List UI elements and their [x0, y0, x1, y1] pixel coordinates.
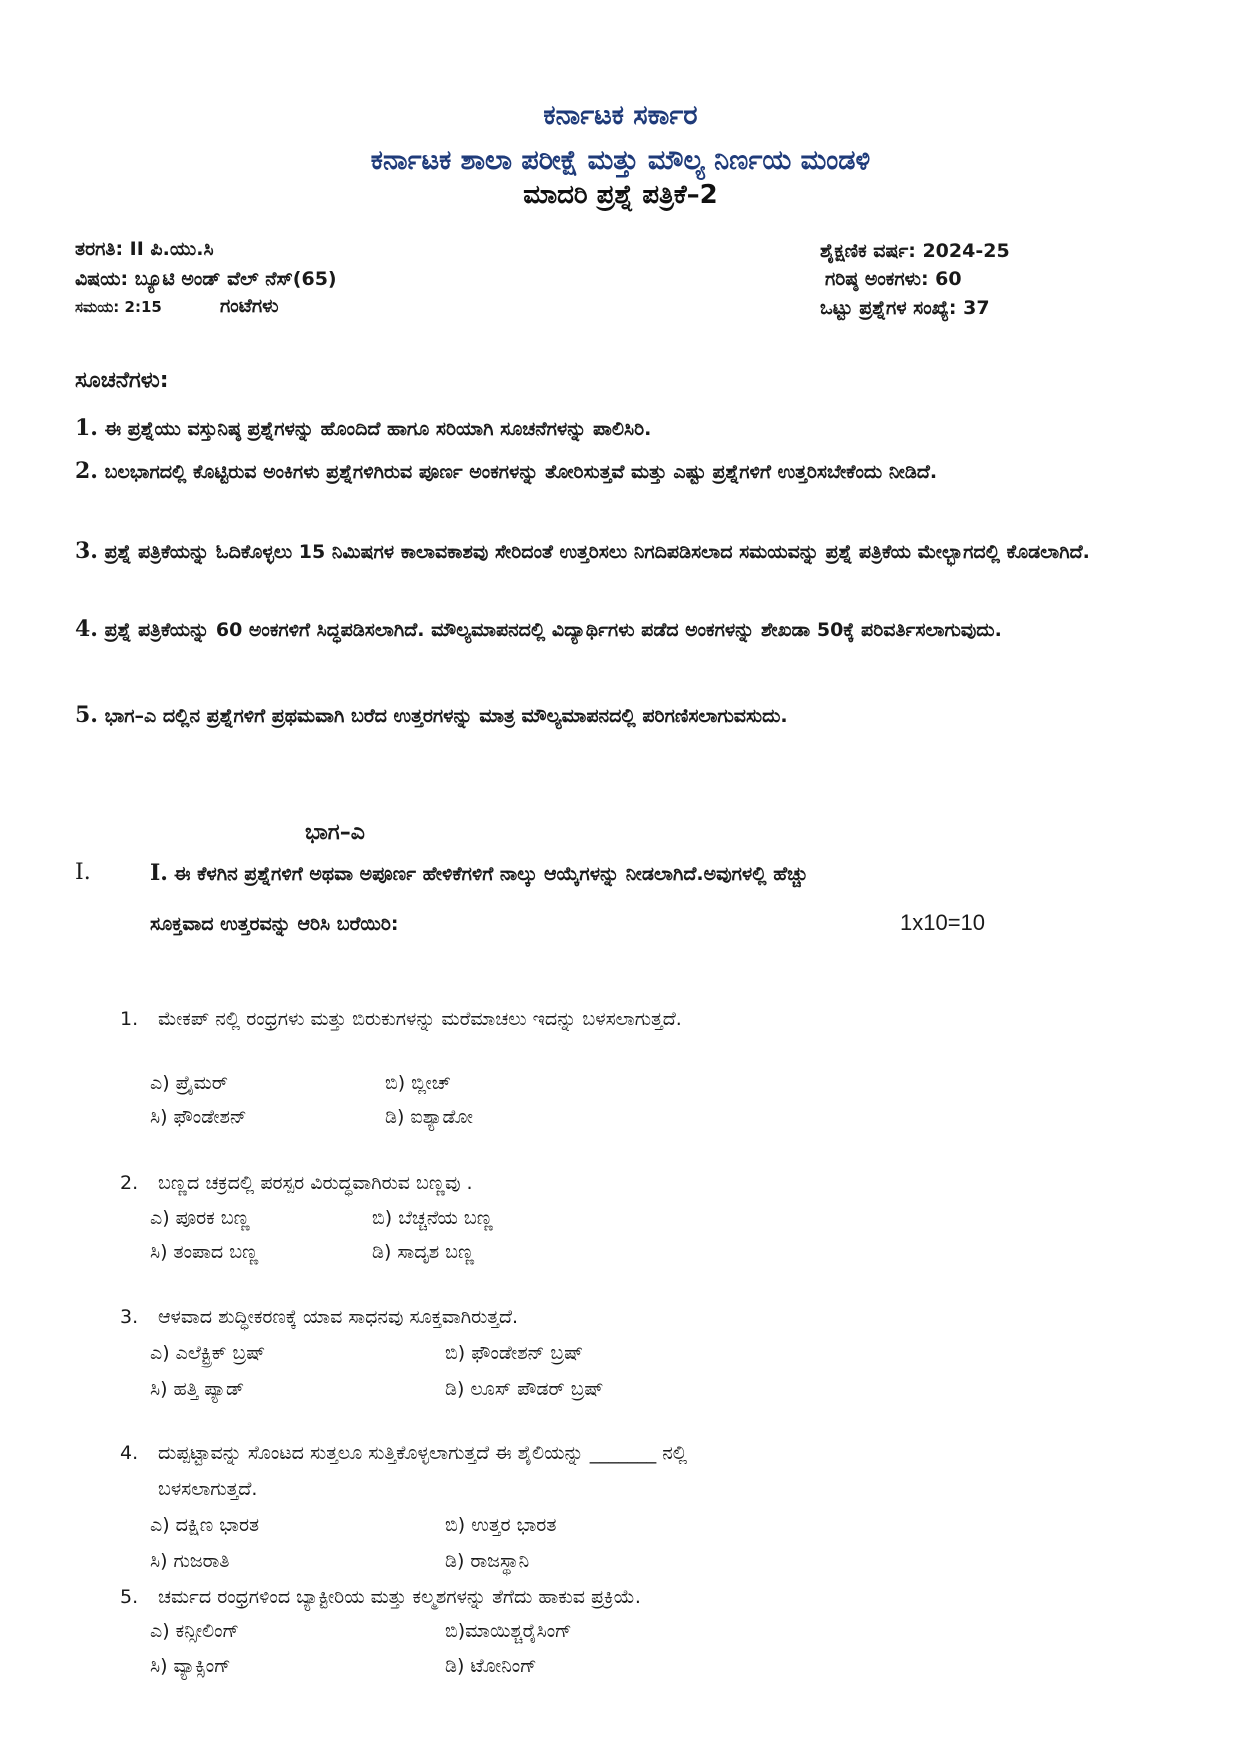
time-label: ಸಮಯ: 2:15: [75, 298, 162, 316]
option-a: ಎ) ಕನ್ಸೀಲಿಂಗ್: [150, 1620, 240, 1642]
option-a: ಎ) ಪೂರಕ ಬಣ್ಣ: [150, 1207, 250, 1229]
instruction-text: ಈ ಪ್ರಶ್ನೆಯು ವಸ್ತುನಿಷ್ಠ ಪ್ರಶ್ನೆಗಳನ್ನು ಹೊಂದಿದೆ ಹಾಗೂ ಸರಿಯಾಗಿ ಸೂಚನೆಗಳನ್ನು ಪಾಲಿಸಿರಿ.: [104, 418, 652, 440]
instruction-text: ಪ್ರಶ್ನೆ ಪತ್ರಿಕೆಯನ್ನು 60 ಅಂಕಗಳಿಗೆ ಸಿದ್ಧಪಡಿಸಲಾಗಿದೆ. ಮೌಲ್ಯಮಾಪನದಲ್ಲಿ ವಿದ್ಯಾರ್ಥಿಗಳು ಪಡೆದ ಅಂಕಗಳನ್ನು ಶೇಖಡಾ 50ಕ್ಕೆ ಪರಿವರ್ತಿಸಲಾಗುವುದು.: [104, 619, 1002, 641]
option-d: ಡಿ) ಐಶ್ಯಾಡೋ: [385, 1106, 473, 1128]
section-roman: I.: [75, 860, 91, 885]
option-a: ಎ) ದಕ್ಷಿಣ ಭಾರತ: [150, 1514, 260, 1536]
instruction-item: [75, 610, 1145, 649]
option-a: ಎ) ಪ್ರೈಮರ್: [150, 1072, 228, 1094]
part-a-instruction-line2: ಸೂಕ್ತವಾದ ಉತ್ತರವನ್ನು ಆರಿಸಿ ಬರೆಯಿರಿ:: [150, 913, 399, 935]
paper-title: ಮಾದರಿ ಪ್ರಶ್ನೆ ಪತ್ರಿಕೆ–2: [523, 180, 718, 210]
option-c: ಸಿ) ಹತ್ತಿ ಪ್ಯಾಡ್: [150, 1378, 245, 1400]
instruction-number: 4.: [75, 616, 98, 642]
instruction-text: ಪ್ರಶ್ನೆ ಪತ್ರಿಕೆಯನ್ನು ಓದಿಕೊಳ್ಳಲು 15 ನಿಮಿಷಗಳ ಕಾಲಾವಕಾಶವು ಸೇರಿದಂತೆ ಉತ್ತರಿಸಲು ನಿಗದಿಪಡಿಸಲಾದ ಸಮಯವನ್ನು ಪ್ರಶ್ನೆ ಪತ್ರಿಕೆಯ ಮೇಲ್ಭಾಗದಲ್ಲಿ ಕೊಡಲಾಗಿದೆ.: [104, 541, 1090, 563]
option-b: ಬಿ) ಬೆಚ್ಚನೆಯ ಬಣ್ಣ: [372, 1207, 493, 1229]
option-b: ಬಿ) ಫೌಂಡೇಶನ್ ಬ್ರಷ್: [445, 1342, 584, 1364]
hours-label: ಗಂಟೆಗಳು: [220, 295, 279, 317]
question-number: 1.: [120, 1008, 139, 1030]
instruction-item: [75, 696, 1145, 735]
instruction-text: ಭಾಗ–ಎ ದಲ್ಲಿನ ಪ್ರಶ್ನೆಗಳಿಗೆ ಪ್ರಥಮವಾಗಿ ಬರೆದ ಉತ್ತರಗಳನ್ನು ಮಾತ್ರ ಮೌಲ್ಯಮಾಪನದಲ್ಲಿ ಪರಿಗಣಿಸಲಾಗುವಸುದು.: [104, 705, 788, 727]
class-label: ತರಗತಿ: II ಪಿ.ಯು.ಸಿ: [75, 238, 214, 260]
option-c: ಸಿ) ಗುಜರಾತಿ: [150, 1550, 230, 1572]
max-marks: ಗರಿಷ್ಠ ಅಂಕಗಳು: 60: [825, 268, 962, 290]
instructions-heading: ಸೂಚನೆಗಳು:: [75, 368, 169, 393]
question-text: ದುಪ್ಪಟ್ಟಾವನ್ನು ಸೊಂಟದ ಸುತ್ತಲೂ ಸುತ್ತಿಕೊಳ್ಳಲಾಗುತ್ತದೆ ಈ ಶೈಲಿಯನ್ನು _______ ನಲ್ಲಿ: [158, 1442, 688, 1464]
question-text: ಚರ್ಮದ ರಂಧ್ರಗಳಿಂದ ಬ್ಯಾಕ್ಟೀರಿಯ ಮತ್ತು ಕಲ್ಮಶಗಳನ್ನು ತೆಗೆದು ಹಾಕುವ ಪ್ರಕ್ರಿಯೆ.: [158, 1586, 641, 1608]
question-text: ಆಳವಾದ ಶುದ್ಧೀಕರಣಕ್ಕೆ ಯಾವ ಸಾಧನವು ಸೂಕ್ತವಾಗಿರುತ್ತದೆ.: [158, 1306, 519, 1328]
part-a-heading: ಭಾಗ–ಎ: [305, 820, 365, 845]
question-number: 4.: [120, 1442, 139, 1464]
option-d: ಡಿ) ಲೂಸ್ ಪೌಡರ್ ಬ್ರಷ್: [445, 1378, 604, 1400]
instruction-item: [75, 532, 1145, 571]
option-b: ಬಿ)ಮಾಯಿಶ್ಚರೈಸಿಂಗ್: [445, 1620, 572, 1642]
option-c: ಸಿ) ಫೌಂಡೇಶನ್: [150, 1106, 247, 1128]
instruction-item: [75, 452, 1145, 491]
total-questions: ಒಟ್ಟು ಪ್ರಶ್ನೆಗಳ ಸಂಖ್ಯೆ: 37: [820, 297, 990, 319]
instruction-number: 1.: [75, 415, 98, 441]
instruction-item: [75, 409, 1145, 448]
option-a: ಎ) ಎಲೆಕ್ಟ್ರಿಕ್ ಬ್ರಷ್: [150, 1342, 266, 1364]
instruction-number: 5.: [75, 702, 98, 728]
question-text: ಬಣ್ಣದ ಚಕ್ರದಲ್ಲಿ ಪರಸ್ಪರ ವಿರುದ್ಧವಾಗಿರುವ ಬಣ್ಣವು .: [158, 1172, 473, 1194]
question-text-continued: ಬಳಸಲಾಗುತ್ತದೆ.: [158, 1478, 258, 1500]
question-text: ಮೇಕಪ್ ನಲ್ಲಿ ರಂಧ್ರಗಳು ಮತ್ತು ಬಿರುಕುಗಳನ್ನು ಮರೆಮಾಚಲು ಇದನ್ನು ಬಳಸಲಾಗುತ್ತದೆ.: [158, 1008, 682, 1030]
option-c: ಸಿ) ತಂಪಾದ ಬಣ್ಣ: [150, 1241, 259, 1263]
question-number: 3.: [120, 1306, 139, 1328]
instruction-number: 3.: [75, 538, 98, 564]
govt-title: ಕರ್ನಾಟಕ ಸರ್ಕಾರ: [543, 100, 698, 131]
option-d: ಡಿ) ರಾಜಸ್ಥಾನಿ: [445, 1550, 530, 1572]
option-b: ಬಿ) ಉತ್ತರ ಭಾರತ: [445, 1514, 557, 1536]
part-a-instruction-line1: ಈ ಕೆಳಗಿನ ಪ್ರಶ್ನೆಗಳಿಗೆ ಅಥವಾ ಅಪೂರ್ಣ ಹೇಳಿಕೆಗಳಿಗೆ ನಾಲ್ಕು ಆಯ್ಕೆಗಳನ್ನು ನೀಡಲಾಗಿದೆ.ಅವುಗಳಲ್ಲಿ ಹೆಚ್ಚು: [174, 863, 809, 885]
option-d: ಡಿ) ಸಾದೃಶ ಬಣ್ಣ: [372, 1241, 475, 1263]
instruction-number: 2.: [75, 458, 98, 484]
academic-year: ಶೈಕ್ಷಣಿಕ ವರ್ಷ: 2024-25: [820, 240, 1010, 262]
question-number: 2.: [120, 1172, 139, 1194]
board-title: ಕರ್ನಾಟಕ ಶಾಲಾ ಪರೀಕ್ಷೆ ಮತ್ತು ಮೌಲ್ಯ ನಿರ್ಣಯ ಮಂಡಳಿ: [370, 145, 871, 176]
option-c: ಸಿ) ವ್ಯಾಕ್ಸಿಂಗ್: [150, 1655, 231, 1677]
instruction-text: ಬಲಭಾಗದಲ್ಲಿ ಕೊಟ್ಟಿರುವ ಅಂಕಿಗಳು ಪ್ರಶ್ನೆಗಳಿಗಿರುವ ಪೂರ್ಣ ಅಂಕಗಳನ್ನು ತೋರಿಸುತ್ತವೆ ಮತ್ತು ಎಷ್ಟು ಪ್ರಶ್ನೆಗಳಿಗೆ ಉತ್ತರಿಸಬೇಕೆಂದು ನೀಡಿದೆ.: [104, 461, 938, 483]
option-b: ಬಿ) ಬ್ಲೀಚ್: [385, 1072, 451, 1094]
section-sub-roman: I.: [150, 860, 168, 886]
question-number: 5.: [120, 1586, 139, 1608]
subject-label: ವಿಷಯ: ಬ್ಯೂಟಿ ಅಂಡ್ ವೆಲ್ ನೆಸ್(65): [75, 268, 337, 290]
option-d: ಡಿ) ಟೋನಿಂಗ್: [445, 1655, 537, 1677]
part-a-marks: 1x10=10: [900, 910, 986, 935]
